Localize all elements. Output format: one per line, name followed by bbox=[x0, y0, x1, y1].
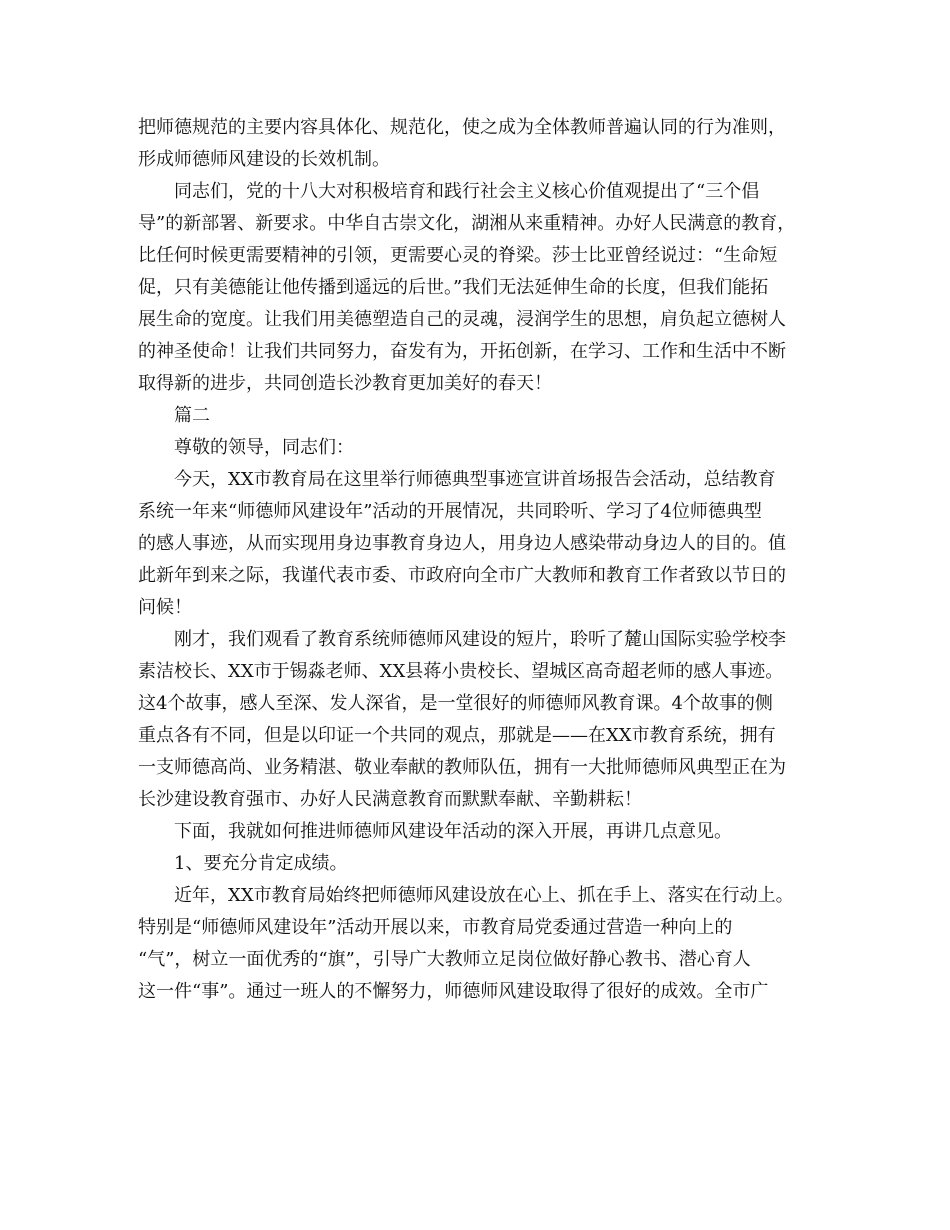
text-line: 系统一年来“师德师风建设年”活动的开展情况，共同聆听、学习了4位师德典型 bbox=[138, 501, 762, 522]
text-line: 促，只有美德能让他传播到遥远的后世。”我们无法延伸生命的长度，但我们能拓 bbox=[138, 277, 769, 298]
text-line: 导”的新部署、新要求。中华自古崇文化，湖湘从来重精神。办好人民满意的教育， bbox=[138, 213, 796, 234]
text-line: 把师德规范的主要内容具体化、规范化，使之成为全体教师普遍认同的行为准则， bbox=[138, 117, 786, 138]
text-line: 重点各有不同，但是以印证一个共同的观点，那就是——在XX市教育系统，拥有 bbox=[138, 725, 776, 746]
text-line: 形成师德师风建设的长效机制。 bbox=[138, 149, 390, 170]
text-line: 篇二 bbox=[174, 405, 210, 426]
text-line: 的感人事迹，从而实现用身边事教育身边人，用身边人感染带动身边人的目的。值 bbox=[138, 533, 786, 554]
text-line: 同志们，党的十八大对积极培育和践行社会主义核心价值观提出了“三个倡 bbox=[174, 181, 760, 202]
text-line: 展生命的宽度。让我们用美德塑造自己的灵魂，浸润学生的思想，肩负起立德树人 bbox=[138, 309, 786, 330]
text-line: 的神圣使命！让我们共同努力，奋发有为，开拓创新，在学习、工作和生活中不断 bbox=[138, 341, 786, 362]
text-line: 下面，我就如何推进师德师风建设年活动的深入开展，再讲几点意见。 bbox=[174, 821, 732, 842]
text-line: 问候！ bbox=[138, 597, 192, 618]
text-line: 一支师德高尚、业务精湛、敬业奉献的教师队伍，拥有一大批师德师风典型正在为 bbox=[138, 757, 786, 778]
text-line: 1、要充分肯定成绩。 bbox=[174, 853, 348, 874]
text-line: 刚才，我们观看了教育系统师德师风建设的短片，聆听了麓山国际实验学校李 bbox=[174, 629, 786, 650]
document-body bbox=[138, 112, 830, 1008]
text-line: 素洁校长、XX市于锡淼老师、XX县蒋小贵校长、望城区高奇超老师的感人事迹。 bbox=[138, 661, 784, 682]
text-line: 这一件“事”。通过一班人的不懈努力，师德师风建设取得了很好的成效。全市广 bbox=[138, 981, 769, 1002]
text-line: 特别是“师德师风建设年”活动开展以来，市教育局党委通过营造一种向上的 bbox=[138, 917, 733, 938]
text-line: “气”，树立一面优秀的“旗”，引导广大教师立足岗位做好静心教书、潜心育人 bbox=[138, 949, 751, 970]
text-line: 尊敬的领导，同志们： bbox=[174, 437, 354, 458]
text-line: 今天，XX市教育局在这里举行师德典型事迹宣讲首场报告会活动，总结教育 bbox=[174, 469, 776, 490]
text-line: 取得新的进步，共同创造长沙教育更加美好的春天！ bbox=[138, 373, 552, 394]
text-line: 长沙建设教育强市、办好人民满意教育而默默奉献、辛勤耕耘！ bbox=[138, 789, 642, 810]
text-line: 比任何时候更需要精神的引领，更需要心灵的脊梁。莎士比亚曾经说过：“生命短 bbox=[138, 245, 778, 266]
text-line: 此新年到来之际，我谨代表市委、市政府向全市广大教师和教育工作者致以节日的 bbox=[138, 565, 786, 586]
text-line: 近年，XX市教育局始终把师德师风建设放在心上、抓在手上、落实在行动上。 bbox=[174, 885, 794, 906]
text-line: 这4个故事，感人至深、发人深省，是一堂很好的师德师风教育课。4个故事的侧 bbox=[138, 693, 773, 714]
